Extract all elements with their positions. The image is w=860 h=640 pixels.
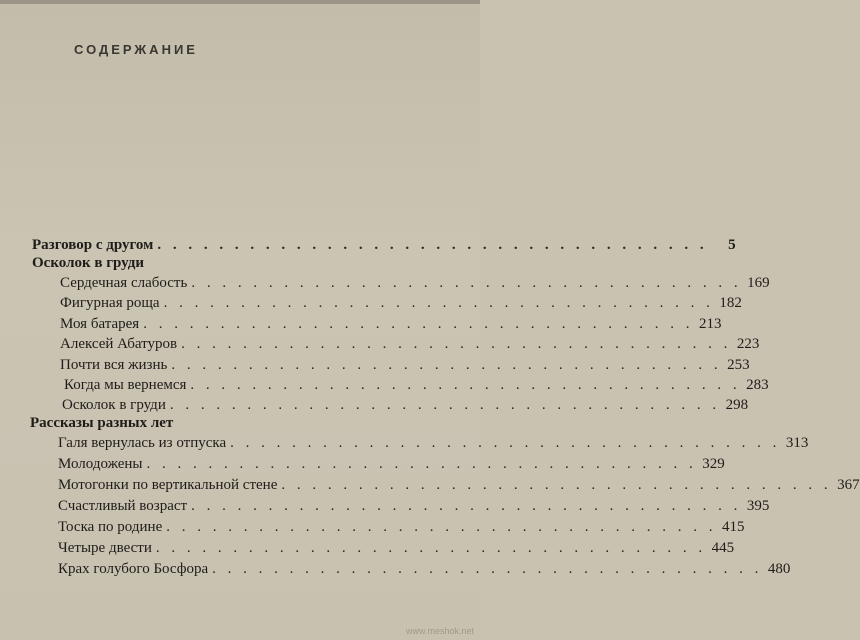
toc-entry <box>58 434 809 452</box>
dot-leader: . . . . . . . . . . . . . . . . . . . . . . . . . . . . . . . . . . . . <box>166 519 717 535</box>
toc-entry-page: 415 <box>721 519 745 535</box>
toc-entry-title: Алексей Абатуров <box>60 336 178 352</box>
toc-entry-page: 5 <box>728 237 736 253</box>
toc-entry <box>58 560 791 578</box>
dot-leader: . . . . . . . . . . . . . . . . . . . . . . . . . . . . . . . . . . . . <box>169 397 721 413</box>
toc-entry-title: Осколок в груди <box>62 397 166 413</box>
toc-entry <box>32 236 736 254</box>
toc-entry-page: 329 <box>702 456 725 472</box>
toc-entry <box>60 294 742 312</box>
toc-entry-page: 169 <box>747 275 770 291</box>
toc-entry-page: 182 <box>719 295 742 311</box>
toc-entry-title: Разговор с другом <box>32 237 154 253</box>
dot-leader: . . . . . . . . . . . . . . . . . . . . . . . . . . . . . . . . . . . . <box>191 275 742 291</box>
dot-leader: . . . . . . . . . . . . . . . . . . . . . . . . . . . . . . . . . . . . <box>143 316 694 332</box>
dot-leader: . . . . . . . . . . . . . . . . . . . . . . . . . . . . . . . . . . . . <box>191 498 742 514</box>
dot-leader: . . . . . . . . . . . . . . . . . . . . . . . . . . . . . . . . . . . . <box>155 540 707 556</box>
toc-entry-title: Фигурная роща <box>60 295 160 311</box>
dot-leader: . . . . . . . . . . . . . . . . . . . . . . . . . . . . . . . . . . . . <box>212 561 763 577</box>
dot-leader: . . . . . . . . . . . . . . . . . . . . . . . . . . . . . . . . . . . . <box>157 237 708 253</box>
dot-leader: . . . . . . . . . . . . . . . . . . . . . . . . . . . . . . . . . . . . <box>146 456 697 472</box>
toc-entry <box>58 518 745 536</box>
toc-section-heading: Рассказы разных лет <box>30 415 174 431</box>
toc-entry <box>58 476 860 494</box>
dot-leader: . . . . . . . . . . . . . . . . . . . . . . . . . . . . . . . . . . . . <box>190 377 741 393</box>
page-edge-shadow <box>0 0 480 4</box>
toc-entry-title: Когда мы вернемся <box>64 377 187 393</box>
toc-entry-page: 480 <box>767 561 791 577</box>
toc-entry-title: Моя батарея <box>60 316 140 332</box>
toc-entry-page: 213 <box>698 316 722 332</box>
toc-entry <box>60 335 760 353</box>
toc-entry-page: 283 <box>746 377 769 393</box>
toc-entry-page: 445 <box>711 540 735 556</box>
toc-entry-page: 223 <box>736 336 760 352</box>
toc-entry-title: Четыре двести <box>58 540 152 556</box>
toc-entry <box>60 274 770 292</box>
toc-entry <box>58 539 735 557</box>
toc-section-heading: Осколок в груди <box>32 255 144 271</box>
toc-entry-page: 395 <box>746 498 770 514</box>
toc-entry-title: Мотогонки по вертикальной стене <box>58 477 278 493</box>
toc-entry <box>58 455 725 473</box>
dot-leader: . . . . . . . . . . . . . . . . . . . . . . . . . . . . . . . . . . . . <box>171 357 722 373</box>
toc-entry-title: Сердечная слабость <box>60 275 188 291</box>
dot-leader: . . . . . . . . . . . . . . . . . . . . . . . . . . . . . . . . . . . . <box>163 295 714 311</box>
toc-entry-title: Галя вернулась из отпуска <box>58 435 227 451</box>
dot-leader: . . . . . . . . . . . . . . . . . . . . . . . . . . . . . . . . . . . . <box>230 435 781 451</box>
toc-entry-title: Тоска по родине <box>58 519 163 535</box>
toc-entry-title: Счастливый возраст <box>58 498 188 514</box>
toc-entry <box>62 396 749 414</box>
toc-entry <box>64 376 769 394</box>
toc-entry-page: 313 <box>785 435 809 451</box>
toc-entry-title: Почти вся жизнь <box>60 357 168 373</box>
toc-entry <box>58 497 770 515</box>
watermark: www.meshok.net <box>405 626 474 636</box>
toc-entry <box>60 356 750 374</box>
dot-leader: . . . . . . . . . . . . . . . . . . . . . . . . . . . . . . . . . . . . <box>281 477 832 493</box>
toc-entry <box>60 315 722 333</box>
toc-entry-title: Молодожены <box>58 456 143 472</box>
contents-heading: СОДЕРЖАНИЕ <box>74 42 198 57</box>
toc-entry-page: 253 <box>727 357 750 373</box>
toc-entry-page: 367 <box>837 477 860 493</box>
toc-entry-title: Крах голубого Босфора <box>58 561 209 577</box>
dot-leader: . . . . . . . . . . . . . . . . . . . . . . . . . . . . . . . . . . . . <box>181 336 732 352</box>
toc-entry-page: 298 <box>725 397 749 413</box>
